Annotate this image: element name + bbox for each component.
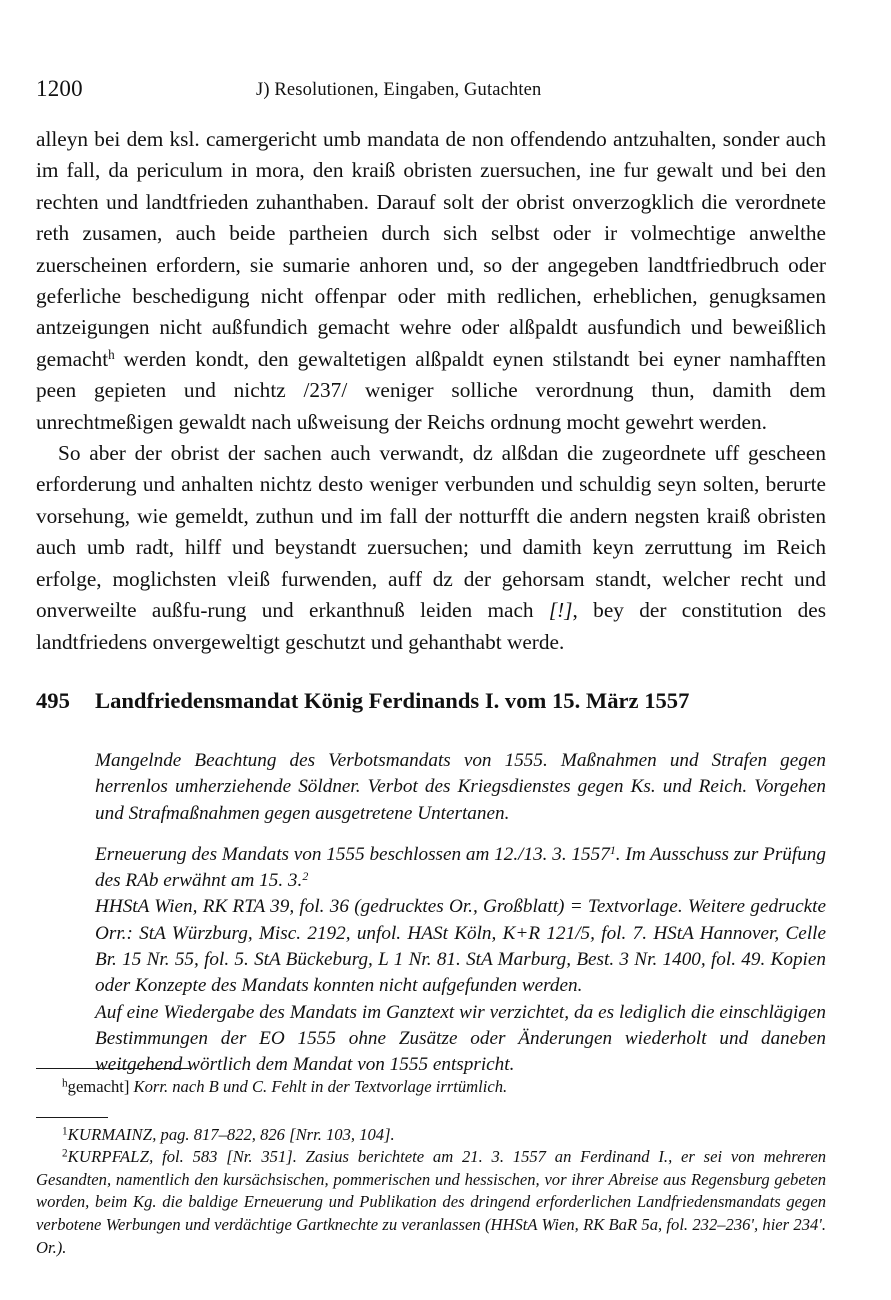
footnote-2	[36, 1146, 826, 1259]
numbered-footnote-block	[36, 1118, 826, 1260]
footnote-spacer	[36, 1099, 826, 1117]
footnote-zone	[36, 1068, 826, 1259]
variant-footnote-block	[36, 1069, 826, 1099]
section-number: 495	[36, 688, 70, 713]
section-title: Landfriedensmandat König Ferdinands I. vom 15. März 1557	[95, 688, 690, 713]
running-title: J) Resolutionen, Eingaben, Gutachten	[256, 80, 542, 100]
footnote-marker-1[interactable]: 1	[609, 842, 616, 857]
paragraph-continued	[36, 124, 826, 438]
editorial-sic-mark: [!]	[548, 598, 573, 623]
variant-footnote-lemma: gemacht]	[67, 1077, 130, 1096]
source-list: HHStA Wien, RK RTA 39, fol. 36 (gedrucktes Or., Großblatt) = Textvorlage. Weitere gedruckte Orr.: StA Würzburg, Misc. 2192, unfol. HASt Köln, K+R 121/5, fol. 7. HStA Hannover, Celle Br. 15 Nr. 55, fol. 5. StA Bückeburg, L 1 Nr. 81. StA Marburg, Best. 3 Nr. 1400, fol. 49. Kopien oder Konzepte des Mandats konnten nicht aufgefunden werden.	[95, 896, 826, 997]
running-head	[36, 76, 826, 102]
footnote-1-marker: 1	[62, 1124, 68, 1137]
page-number: 1200	[36, 76, 83, 101]
footnote-marker-h[interactable]: h	[108, 346, 115, 362]
footnote-1-text: , pag. 817–822, 826 [Nrr. 103, 104].	[152, 1124, 395, 1144]
paragraph-text-before-italic: So aber der obrist der sachen auch verwandt, dz alßdan die zugeordnete uff gescheen erforderung und anhalten nichtz desto weniger verbunden und schuldig seyn solten, berurte vorsehung, wie gemeldt, zuthun und im fall der notturfft die andern negsten kraiß obristen auch umb radt, hilff und beystandt zuersuchen; und damith keyn zerruttung im Reich erfolge, moglichsten vleiß furwenden, auff dz der gehorsam standt, welcher recht und onverweilte außfu-rung und erkanthnuß leiden mach	[36, 441, 826, 623]
paragraph-text-after-note: werden kondt, den gewaltetigen alßpaldt eynen stilstandt bei eyner namhafften peen gepieten und nichtz /237/ weniger solliche verordnung thun, damith dem unrechtmeßigen gewaldt nach ußweisung der Reichs ordnung mocht gewehrt werden.	[36, 346, 826, 434]
editorial-note: Auf eine Wiedergabe des Mandats im Ganztext wir verzichtet, da es lediglich die einschlägigen Bestimmungen der EO 1555 ohne Zusätze oder Änderungen wiederholt und daneben weitgehend wörtlich dem Mandat von 1555 entspricht.	[95, 1001, 826, 1076]
footnote-2-smallcaps: KURPFALZ	[67, 1147, 150, 1167]
footnote-2-text: , fol. 583 [Nr. 351]. Zasius berichtete am 21. 3. 1557 an Ferdinand I., er sei von mehreren Gesandten, namentlich den kursächsischen, pommerischen und hessischen, vor ihrer Abreise aus Regensburg gebeten worden, beim Kg. die baldige Erneuerung und Publikation des dringend erforderlichen Landfriedensmandats gegen verbotene Werbungen und verdächtige Gartknechte zu veranlassen (HHStA Wien, RK BaR 5a, fol. 232–236', hier 234'. Or.).	[36, 1147, 826, 1257]
genesis-note	[95, 842, 826, 895]
footnote-marker-2[interactable]: 2	[302, 869, 309, 883]
footnote-1-smallcaps: KURMAINZ	[67, 1124, 153, 1144]
regest-summary: Mangelnde Beachtung des Verbotsmandats von 1555. Maßnahmen und Strafen gegen herrenlos umherziehende Söldner. Verbot des Kriegsdienstes gegen Ks. und Reich. Vorgehen und Strafmaßnahmen gegen ausgetretene Untertanen.	[95, 750, 826, 824]
variant-footnote-marker: h	[62, 1077, 68, 1090]
paragraph-so-aber	[36, 438, 826, 658]
genesis-text-part2: . Im Ausschuss zur Prüfung des RAb erwähnt am 15. 3.	[95, 843, 826, 892]
variant-footnote-h	[36, 1076, 826, 1099]
apparatus-block	[95, 748, 826, 1079]
body-text	[36, 124, 826, 658]
footnote-2-marker: 2	[62, 1147, 68, 1160]
paragraph-text-after-italic: , bey der constitution des landtfriedens onvergeweltigt geschutzt und gehanthabt werde.	[36, 598, 826, 654]
footnote-1	[36, 1124, 826, 1147]
paragraph-text-before-note: alleyn bei dem ksl. camergericht umb mandata de non offendendo antzuhalten, sonder auch im fall, da periculum in mora, den kraiß obristen zuersuchen, ine fur gewalt und bei den rechten und landtfrieden zuhanthaben. Darauf solt der obrist onverzogklich die verordnete reth zusamen, auch beide partheien durch sich selbst oder ir volmechtige anwelthe zuerscheinen erfordern, sie sumarie anhoren und, so der angegeben landtfriedbruch oder geferliche beschedigung nicht offenpar oder mith redlichen, erheblichen, genugksamen antzeigungen nicht außfundich gemacht wehre oder alßpaldt ausfundich und beweißlich gemacht	[36, 127, 826, 371]
variant-footnote-text: Korr. nach B und C. Fehlt in der Textvorlage irrtümlich.	[129, 1077, 508, 1096]
section-heading	[36, 686, 826, 716]
genesis-text-part1: Erneuerung des Mandats von 1555 beschlossen am 12./13. 3. 1557	[95, 843, 610, 865]
